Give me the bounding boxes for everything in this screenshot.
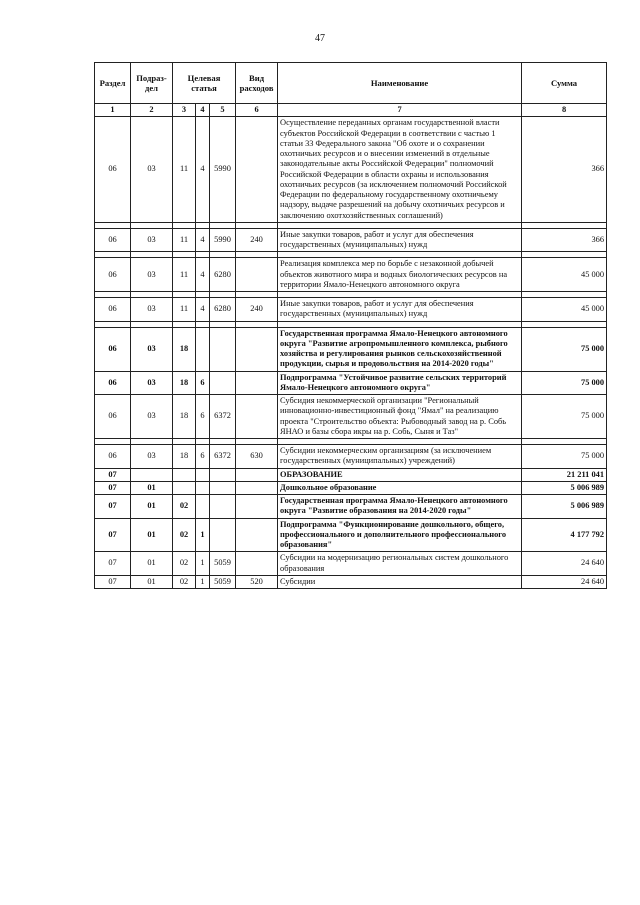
header-razdel: Раздел [95,63,131,104]
item-name-cell: Подпрограмма "Устойчивое развитие сельских территорий Ямало-Ненецкого автономного округа" [278,371,522,395]
target-article-part3-cell: 5059 [210,575,236,588]
item-name-cell: Государственная программа Ямало-Ненецкого автономного округа "Развитие образования на 2014-2020 годы" [278,495,522,519]
amount-cell: 24 640 [522,575,607,588]
podrazdel-cell: 01 [131,575,173,588]
target-article-part3-cell: 6372 [210,445,236,469]
razdel-cell: 06 [95,395,131,439]
expense-type-cell: 240 [236,228,278,252]
target-article-part2-cell: 4 [196,228,210,252]
table-row [95,395,607,439]
item-name-cell: Осуществление переданных органам государственной власти субъектов Российской Федерации в соответствии с частью 1 статьи 33 Федерального закона "Об охоте и о сохранении охотничьих ресурсов и о внесении изменений в отдельные законодательные акты Российской Федерации" полномочий Российской Федерации в области охраны и использования охотничьих ресурсов (за исключением полномочий Российской Федерации по федеральному государственному охотничьему надзору, выдаче разрешений на добычу охотничьих ресурсов и заключению охотхозяйственных соглашений) [278,117,522,223]
target-article-part2-cell: 6 [196,445,210,469]
target-article-part1-cell: 18 [173,371,196,395]
table-row [95,495,607,519]
amount-cell: 366 [522,228,607,252]
podrazdel-cell: 03 [131,371,173,395]
target-article-part2-cell: 4 [196,298,210,322]
expense-type-cell [236,518,278,552]
amount-cell: 75 000 [522,327,607,371]
target-article-part3-cell: 5059 [210,552,236,576]
item-name-cell: Реализация комплекса мер по борьбе с незаконной добычей объектов животного мира и водных биологических ресурсов на территории Ямало-Ненецкого автономного округа [278,258,522,292]
target-article-part1-cell: 02 [173,495,196,519]
header-summa: Сумма [522,63,607,104]
target-article-part1-cell: 11 [173,117,196,223]
podrazdel-cell: 03 [131,117,173,223]
target-article-part2-cell: 1 [196,575,210,588]
header-celevaya-statya: Целевая статья [173,63,236,104]
target-article-part3-cell: 5990 [210,228,236,252]
target-article-part2-cell [196,327,210,371]
expense-type-cell [236,395,278,439]
target-article-part3-cell [210,518,236,552]
column-number-row [95,104,607,117]
table-row [95,298,607,322]
amount-cell: 75 000 [522,395,607,439]
target-article-part1-cell: 18 [173,395,196,439]
target-article-part1-cell: 11 [173,228,196,252]
podrazdel-cell: 01 [131,495,173,519]
expense-type-cell [236,327,278,371]
target-article-part1-cell: 18 [173,445,196,469]
table-row [95,371,607,395]
target-article-part3-cell [210,468,236,481]
target-article-part2-cell: 1 [196,552,210,576]
amount-cell: 75 000 [522,445,607,469]
header-naimenovanie: Наименование [278,63,522,104]
table-row [95,481,607,494]
target-article-part3-cell: 5990 [210,117,236,223]
target-article-part1-cell: 11 [173,258,196,292]
razdel-cell: 07 [95,481,131,494]
target-article-part3-cell: 6280 [210,298,236,322]
podrazdel-cell: 01 [131,552,173,576]
item-name-cell: ОБРАЗОВАНИЕ [278,468,522,481]
amount-cell: 75 000 [522,371,607,395]
expense-type-cell [236,468,278,481]
target-article-part2-cell: 6 [196,395,210,439]
expense-type-cell [236,481,278,494]
razdel-cell: 07 [95,518,131,552]
expense-type-cell: 240 [236,298,278,322]
header-row [95,63,607,104]
amount-cell: 21 211 041 [522,468,607,481]
item-name-cell: Иные закупки товаров, работ и услуг для обеспечения государственных (муниципальных) нужд [278,228,522,252]
target-article-part2-cell [196,495,210,519]
col-number: 8 [522,104,607,117]
target-article-part1-cell [173,468,196,481]
target-article-part3-cell: 6280 [210,258,236,292]
item-name-cell: Подпрограмма "Функционирование дошкольного, общего, профессионального и дополнительного профессионального образования" [278,518,522,552]
target-article-part3-cell: 6372 [210,395,236,439]
table-row [95,552,607,576]
expense-type-cell [236,371,278,395]
table-row [95,518,607,552]
razdel-cell: 06 [95,228,131,252]
target-article-part3-cell [210,327,236,371]
amount-cell: 24 640 [522,552,607,576]
razdel-cell: 06 [95,445,131,469]
amount-cell: 5 006 989 [522,481,607,494]
target-article-part3-cell [210,371,236,395]
target-article-part1-cell: 18 [173,327,196,371]
amount-cell: 366 [522,117,607,223]
podrazdel-cell: 01 [131,481,173,494]
page-number: 47 [315,33,325,44]
amount-cell: 5 006 989 [522,495,607,519]
razdel-cell: 07 [95,575,131,588]
target-article-part1-cell [173,481,196,494]
target-article-part2-cell [196,468,210,481]
col-number: 1 [95,104,131,117]
target-article-part2-cell [196,481,210,494]
target-article-part1-cell: 02 [173,552,196,576]
podrazdel-cell [131,468,173,481]
header-podrazdel: Подраз-дел [131,63,173,104]
target-article-part1-cell: 02 [173,518,196,552]
item-name-cell: Субсидии некоммерческим организациям (за исключением государственных (муниципальных) учреждений) [278,445,522,469]
col-number: 3 [173,104,196,117]
col-number: 5 [210,104,236,117]
target-article-part3-cell [210,481,236,494]
podrazdel-cell: 03 [131,445,173,469]
target-article-part2-cell: 6 [196,371,210,395]
razdel-cell: 06 [95,117,131,223]
amount-cell: 45 000 [522,258,607,292]
item-name-cell: Иные закупки товаров, работ и услуг для обеспечения государственных (муниципальных) нужд [278,298,522,322]
amount-cell: 45 000 [522,298,607,322]
target-article-part1-cell: 02 [173,575,196,588]
razdel-cell: 07 [95,468,131,481]
table-row [95,117,607,223]
target-article-part2-cell: 4 [196,117,210,223]
item-name-cell: Субсидия некоммерческой организации "Региональный инновационно-инвестиционный фонд "Ямал" на реализацию проекта "Строительство объекта: Рыбоводный завод на р. Собь ЯНАО и базы сбора икры на р. Собь, Сыня и Таз" [278,395,522,439]
table-row [95,575,607,588]
table-row [95,258,607,292]
razdel-cell: 06 [95,371,131,395]
item-name-cell: Дошкольное образование [278,481,522,494]
podrazdel-cell: 03 [131,228,173,252]
razdel-cell: 06 [95,258,131,292]
expense-type-cell [236,117,278,223]
podrazdel-cell: 01 [131,518,173,552]
table-body [95,117,607,589]
amount-cell: 4 177 792 [522,518,607,552]
table-row [95,228,607,252]
expense-type-cell [236,552,278,576]
col-number: 7 [278,104,522,117]
expense-type-cell: 630 [236,445,278,469]
item-name-cell: Субсидии на модернизацию региональных систем дошкольного образования [278,552,522,576]
budget-table [94,62,607,589]
target-article-part3-cell [210,495,236,519]
target-article-part2-cell: 1 [196,518,210,552]
header-vid-raskhodov: Вид расходов [236,63,278,104]
item-name-cell: Государственная программа Ямало-Ненецкого автономного округа "Развитие агропромышленного комплекса, рыбного хозяйства и регулирования рынков сельскохозяйственной продукции, сырья и продовольствия на 2014-2020 годы" [278,327,522,371]
target-article-part1-cell: 11 [173,298,196,322]
razdel-cell: 07 [95,552,131,576]
podrazdel-cell: 03 [131,258,173,292]
podrazdel-cell: 03 [131,298,173,322]
item-name-cell: Субсидии [278,575,522,588]
podrazdel-cell: 03 [131,327,173,371]
razdel-cell: 06 [95,327,131,371]
table-row [95,468,607,481]
target-article-part2-cell: 4 [196,258,210,292]
table-row [95,327,607,371]
col-number: 6 [236,104,278,117]
razdel-cell: 07 [95,495,131,519]
col-number: 2 [131,104,173,117]
expense-type-cell: 520 [236,575,278,588]
table-row [95,445,607,469]
podrazdel-cell: 03 [131,395,173,439]
expense-type-cell [236,495,278,519]
expense-type-cell [236,258,278,292]
col-number: 4 [196,104,210,117]
razdel-cell: 06 [95,298,131,322]
